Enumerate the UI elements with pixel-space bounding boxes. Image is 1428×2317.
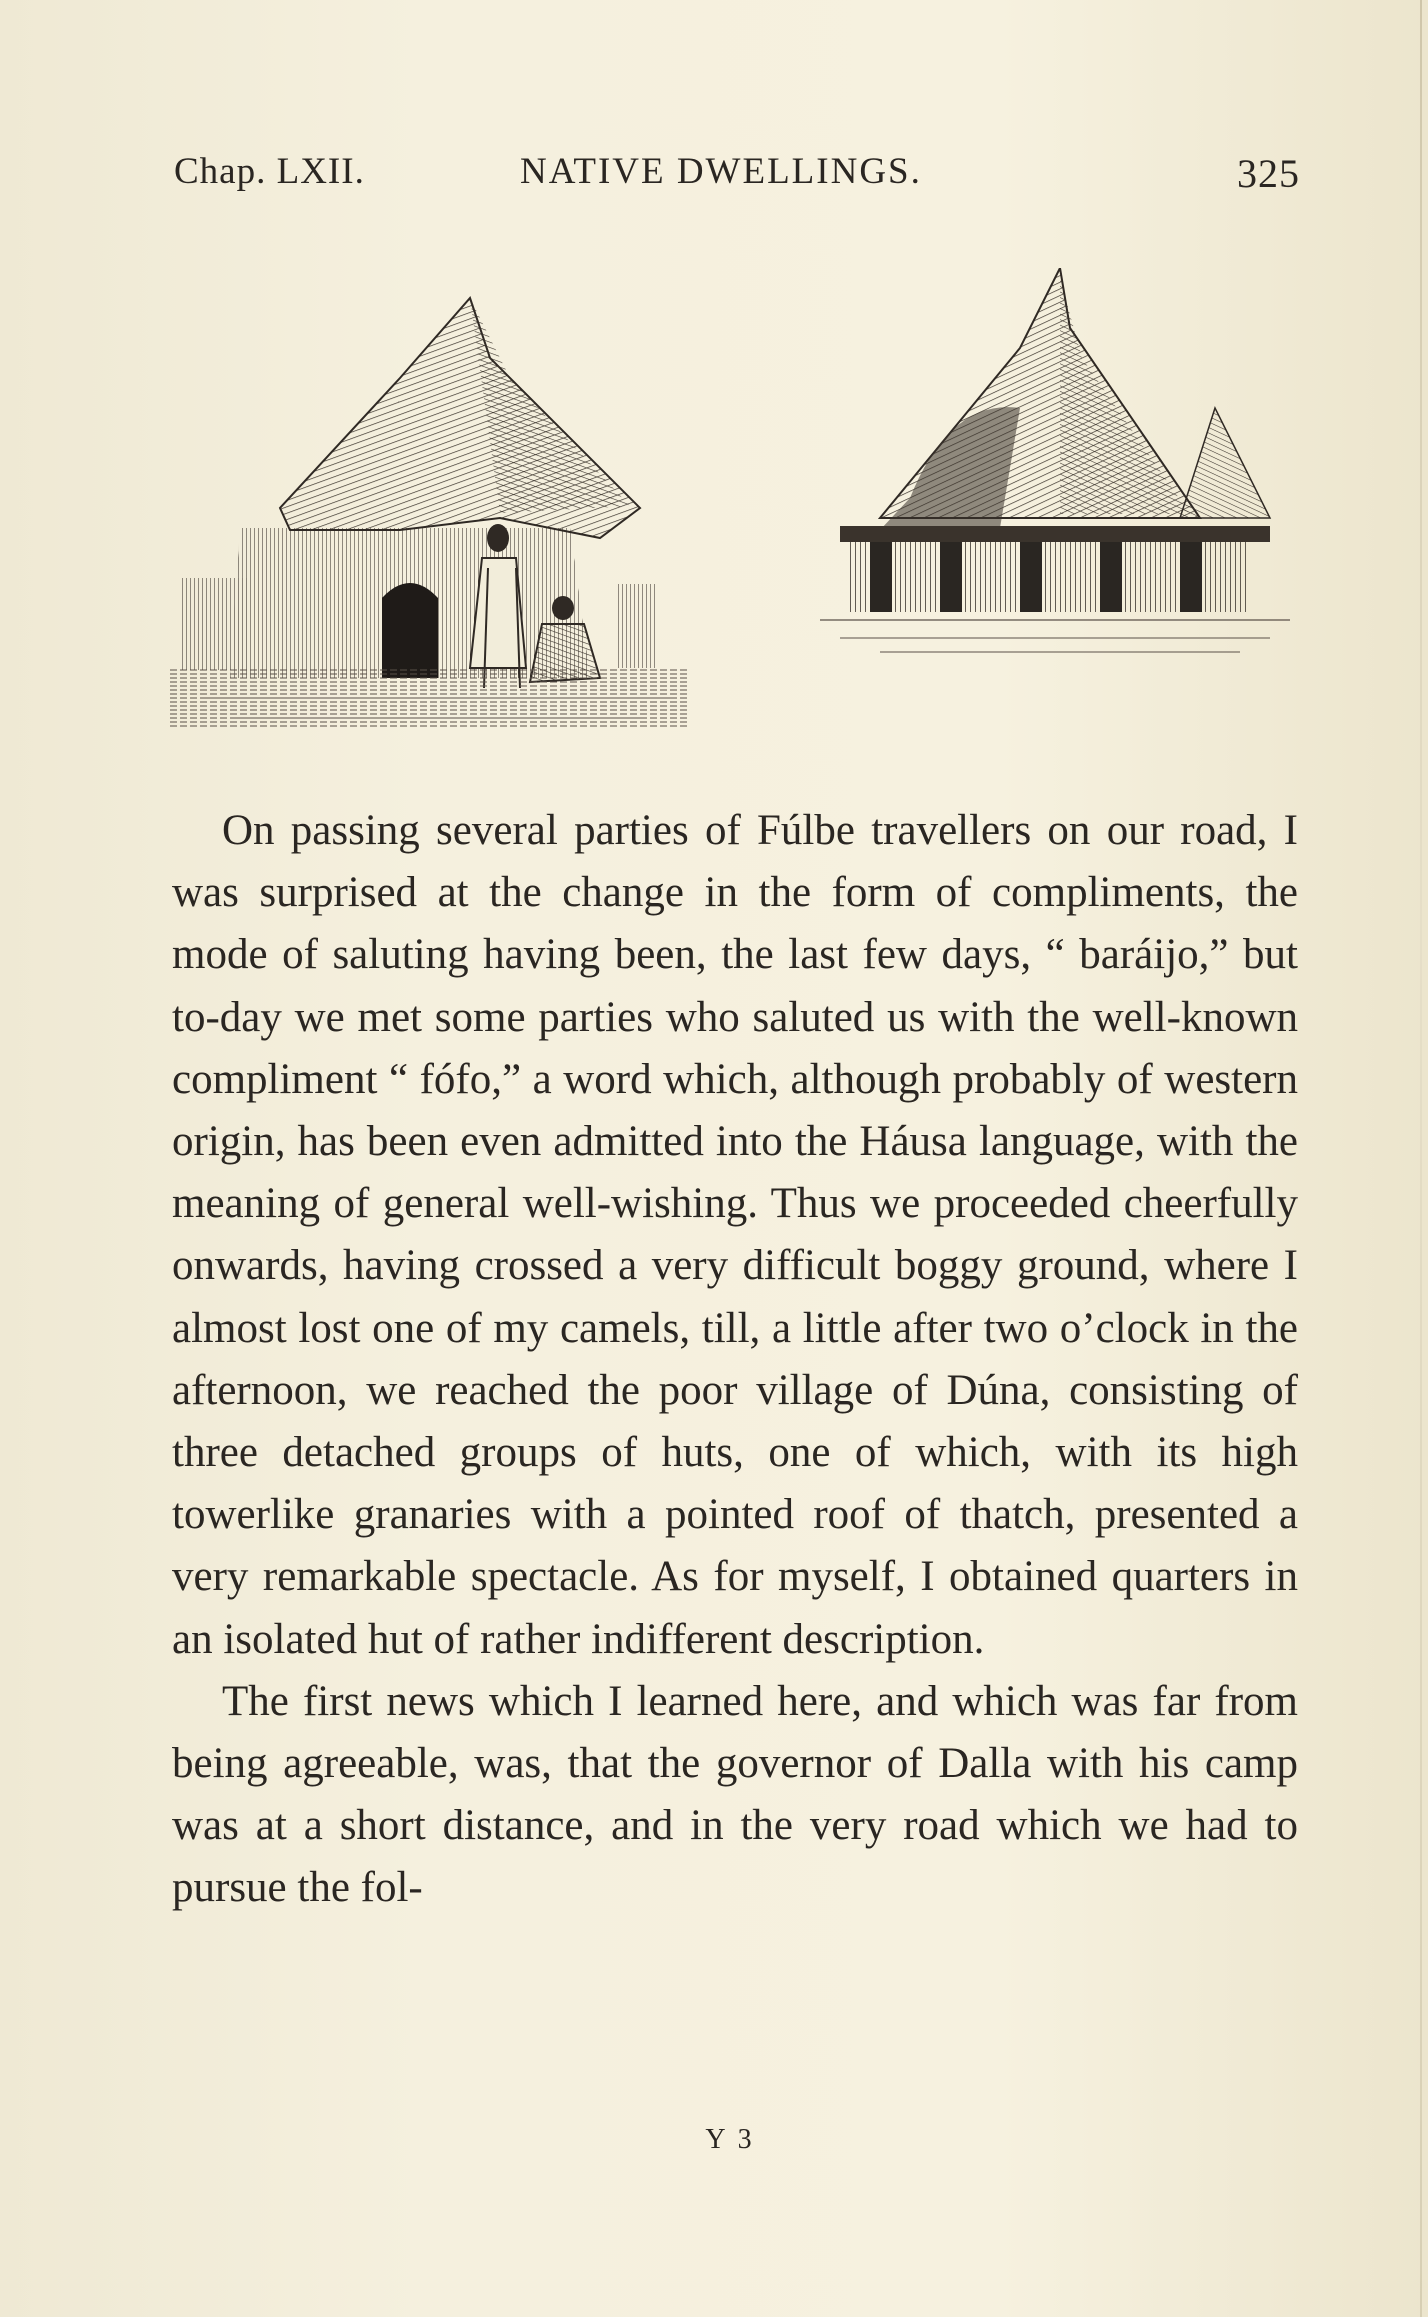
paragraph: On passing several parties of Fúlbe travellers on our road, I was surprised at the change in the form of compliments, the mode of saluting having been, the last few days, “ baráijo,” but to-day we met some parties who saluted us with the well-known compliment “ fófo,” a word which, although probably of western origin, has been even admitted into the Háusa language, with the meaning of general well-wishing. Thus we proceeded cheerfully onwards, having crossed a very difficult boggy ground, where I almost lost one of my camels, till, a little after two o’clock in the afternoon, we reached the poor village of Dúna, consisting of three detached groups of huts, one of which, with its high towerlike granaries with a pointed roof of thatch, presented a very remarkable spectacle. As for myself, I obtained quarters in an isolated hut of rather indifferent description. [172,807,1298,1663]
page-edge [1420,0,1422,2317]
illustration-hut-with-figures [170,268,690,748]
paragraph: The first news which I learned here, and which was far from being agreeable, was, that the governor of Dalla with his camp was at a short distance, and in the very road which we had to pursue the fol- [172,1677,1298,1912]
page-header-title: NATIVE DWELLINGS. [520,151,922,192]
running-head [174,150,1300,200]
illustration-raised-granary [820,268,1300,748]
signature-mark: Y 3 [705,2124,755,2155]
body-text [172,800,1298,1920]
chapter-label: Chap. LXII. [174,151,365,192]
page-number: 325 [1237,151,1300,196]
